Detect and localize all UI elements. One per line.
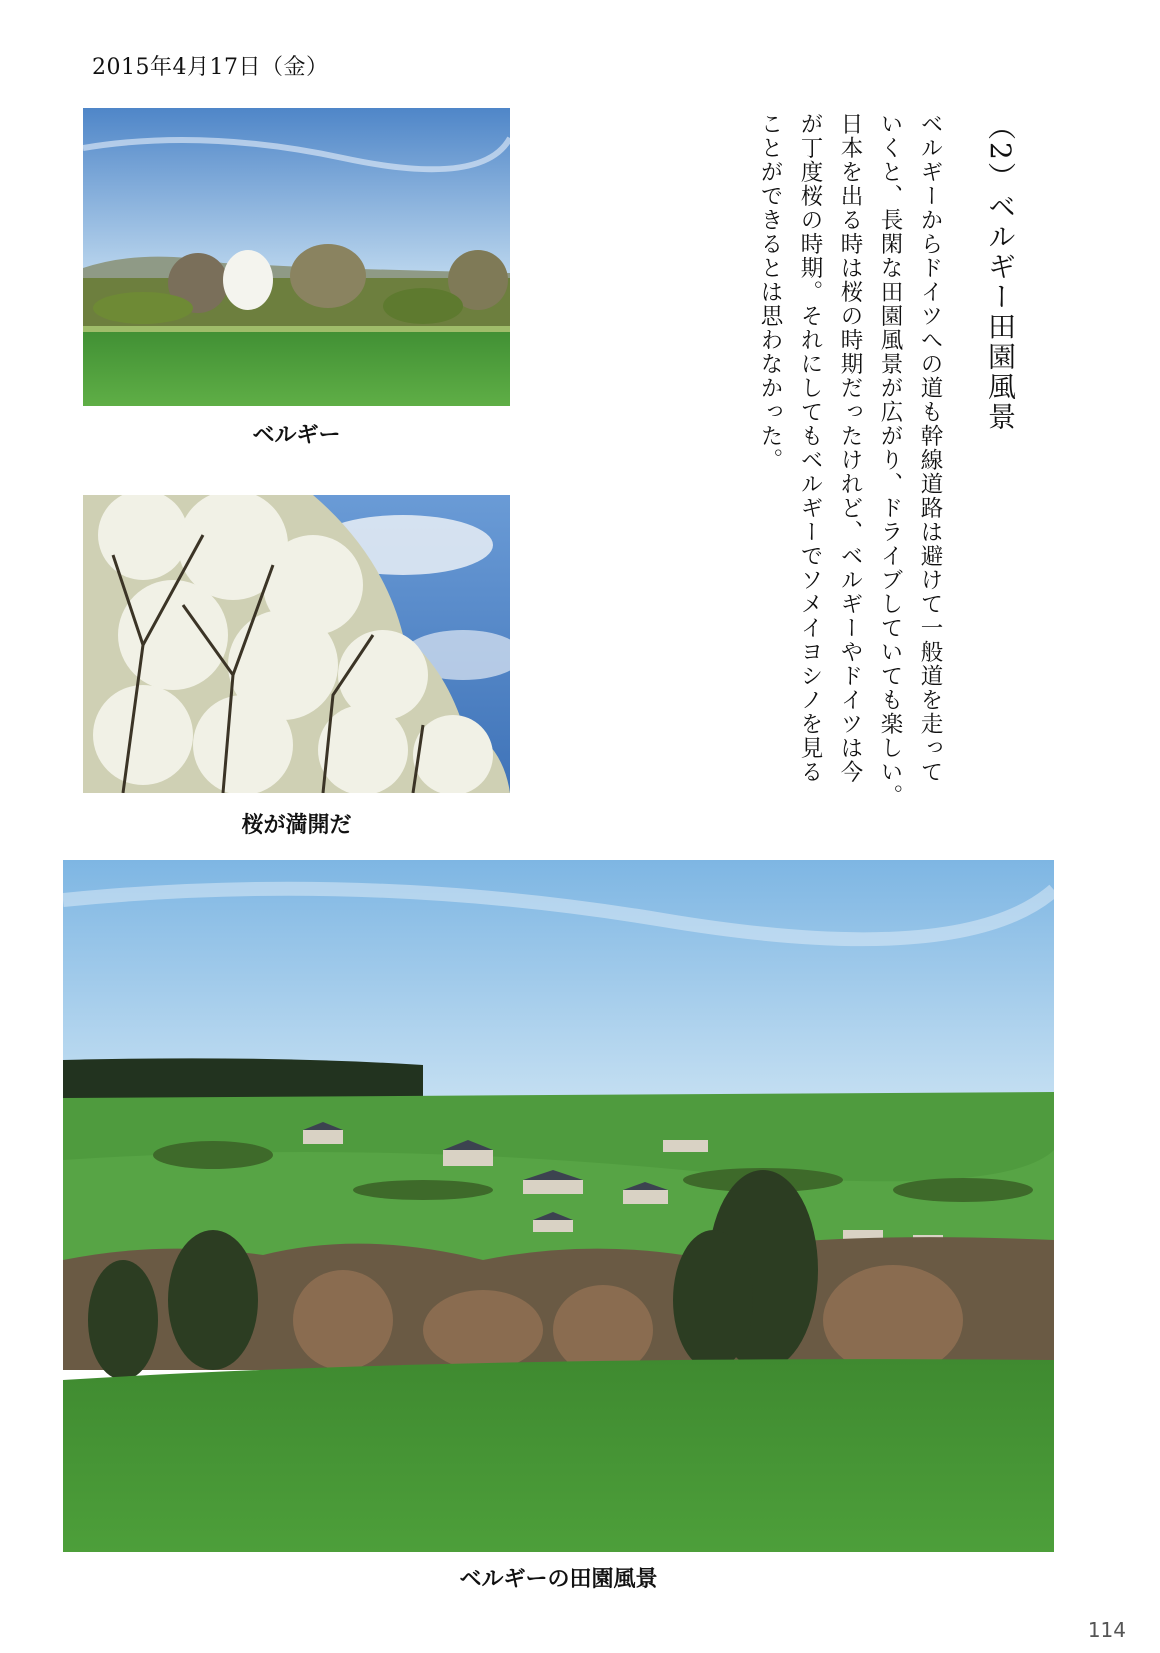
article-line-3: 日本を出る時は桜の時期だったけれど、ベルギーやドイツは今 [837,112,863,784]
page-number: 114 [1087,1618,1126,1642]
photo-belgium-caption: ベルギー [252,423,341,448]
photo-belgian-countryside-image [63,860,1054,1552]
photo-cherry-blossom [83,495,510,793]
photo-cherry-blossom-caption: 桜が満開だ [241,813,352,838]
article-line-5: ことができるとは思わなかった。 [757,112,783,472]
article-title: （2）ベルギー田園風景 [984,112,1017,432]
article-line-2: いくと、長閑な田園風景が広がり、ドライブしていても楽しい。 [877,112,903,808]
photo-belgian-countryside [63,860,1054,1552]
photo-belgium-image [83,108,510,406]
photo-cherry-blossom-image [83,495,510,793]
article-body [750,112,1020,832]
photo-belgium [83,108,510,406]
page-date: 2015年4月17日（金） [92,55,329,80]
photo-belgian-countryside-caption: ベルギーの田園風景 [459,1567,658,1592]
article-line-1: ベルギーからドイツへの道も幹線道路は避けて一般道を走って [917,112,943,784]
article-line-4: が丁度桜の時期。それにしてもベルギーでソメイヨシノを見る [797,112,823,784]
